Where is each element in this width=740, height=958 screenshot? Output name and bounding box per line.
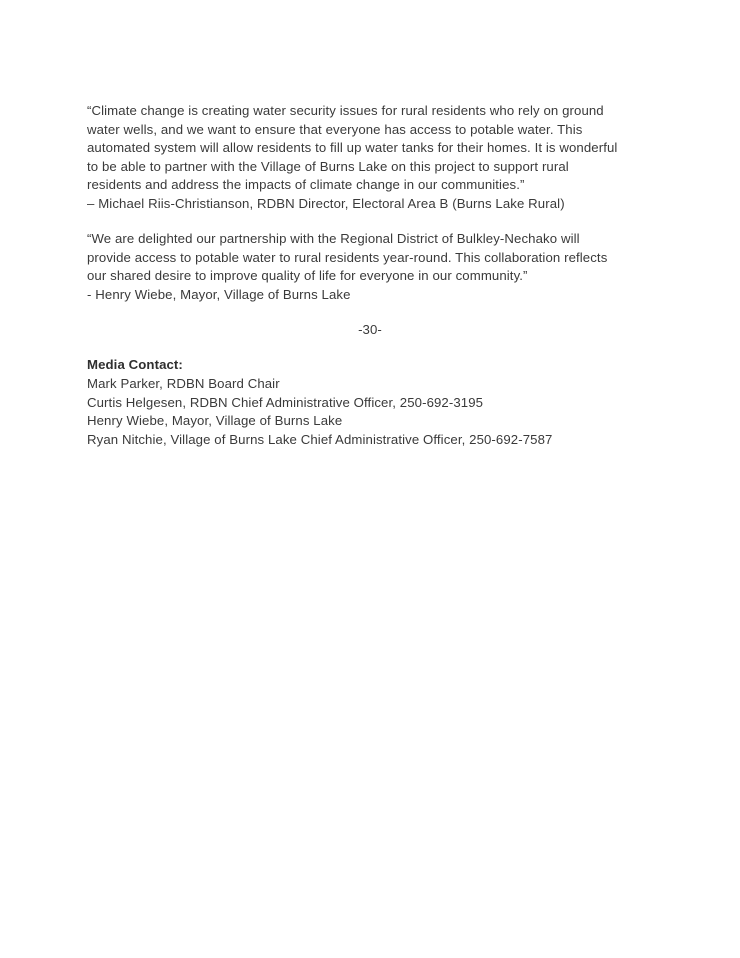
media-contact-line: Ryan Nitchie, Village of Burns Lake Chief Administrative Officer, 250-692-7587: [87, 431, 553, 447]
quote2-line: our shared desire to improve quality of life for everyone in our community.”: [87, 268, 528, 284]
quote1-line: automated system will allow residents to fill up water tanks for their homes. It is wonderful: [87, 140, 618, 156]
media-contact-line: Curtis Helgesen, RDBN Chief Administrative Officer, 250-692-3195: [87, 394, 484, 410]
media-contact-line: Mark Parker, RDBN Board Chair: [87, 375, 280, 391]
quote1-line: to be able to partner with the Village of Burns Lake on this project to support rural: [87, 158, 569, 174]
quote1-line: water wells, and we want to ensure that everyone has access to potable water. This: [87, 121, 583, 137]
media-contact-heading: Media Contact:: [87, 357, 183, 373]
press-release-body: [87, 102, 653, 466]
quote-paragraph-wiebe: [87, 230, 653, 304]
quote1-line: “Climate change is creating water security issues for rural residents who rely on ground: [87, 103, 604, 118]
quote1-attribution: – Michael Riis-Christianson, RDBN Director, Electoral Area B (Burns Lake Rural): [87, 195, 565, 211]
quote2-attribution: - Henry Wiebe, Mayor, Village of Burns Lake: [87, 286, 351, 302]
media-contact-line: Henry Wiebe, Mayor, Village of Burns Lake: [87, 413, 343, 429]
quote2-line: “We are delighted our partnership with the Regional District of Bulkley-Nechako will: [87, 230, 580, 246]
quote-paragraph-riis-christianson: [87, 102, 653, 214]
quote1-line: residents and address the impacts of climate change in our communities.”: [87, 177, 525, 193]
end-mark: -30-: [358, 321, 382, 337]
media-contact-block: [87, 356, 653, 449]
quote2-line: provide access to potable water to rural residents year-round. This collaboration reflects: [87, 249, 608, 265]
